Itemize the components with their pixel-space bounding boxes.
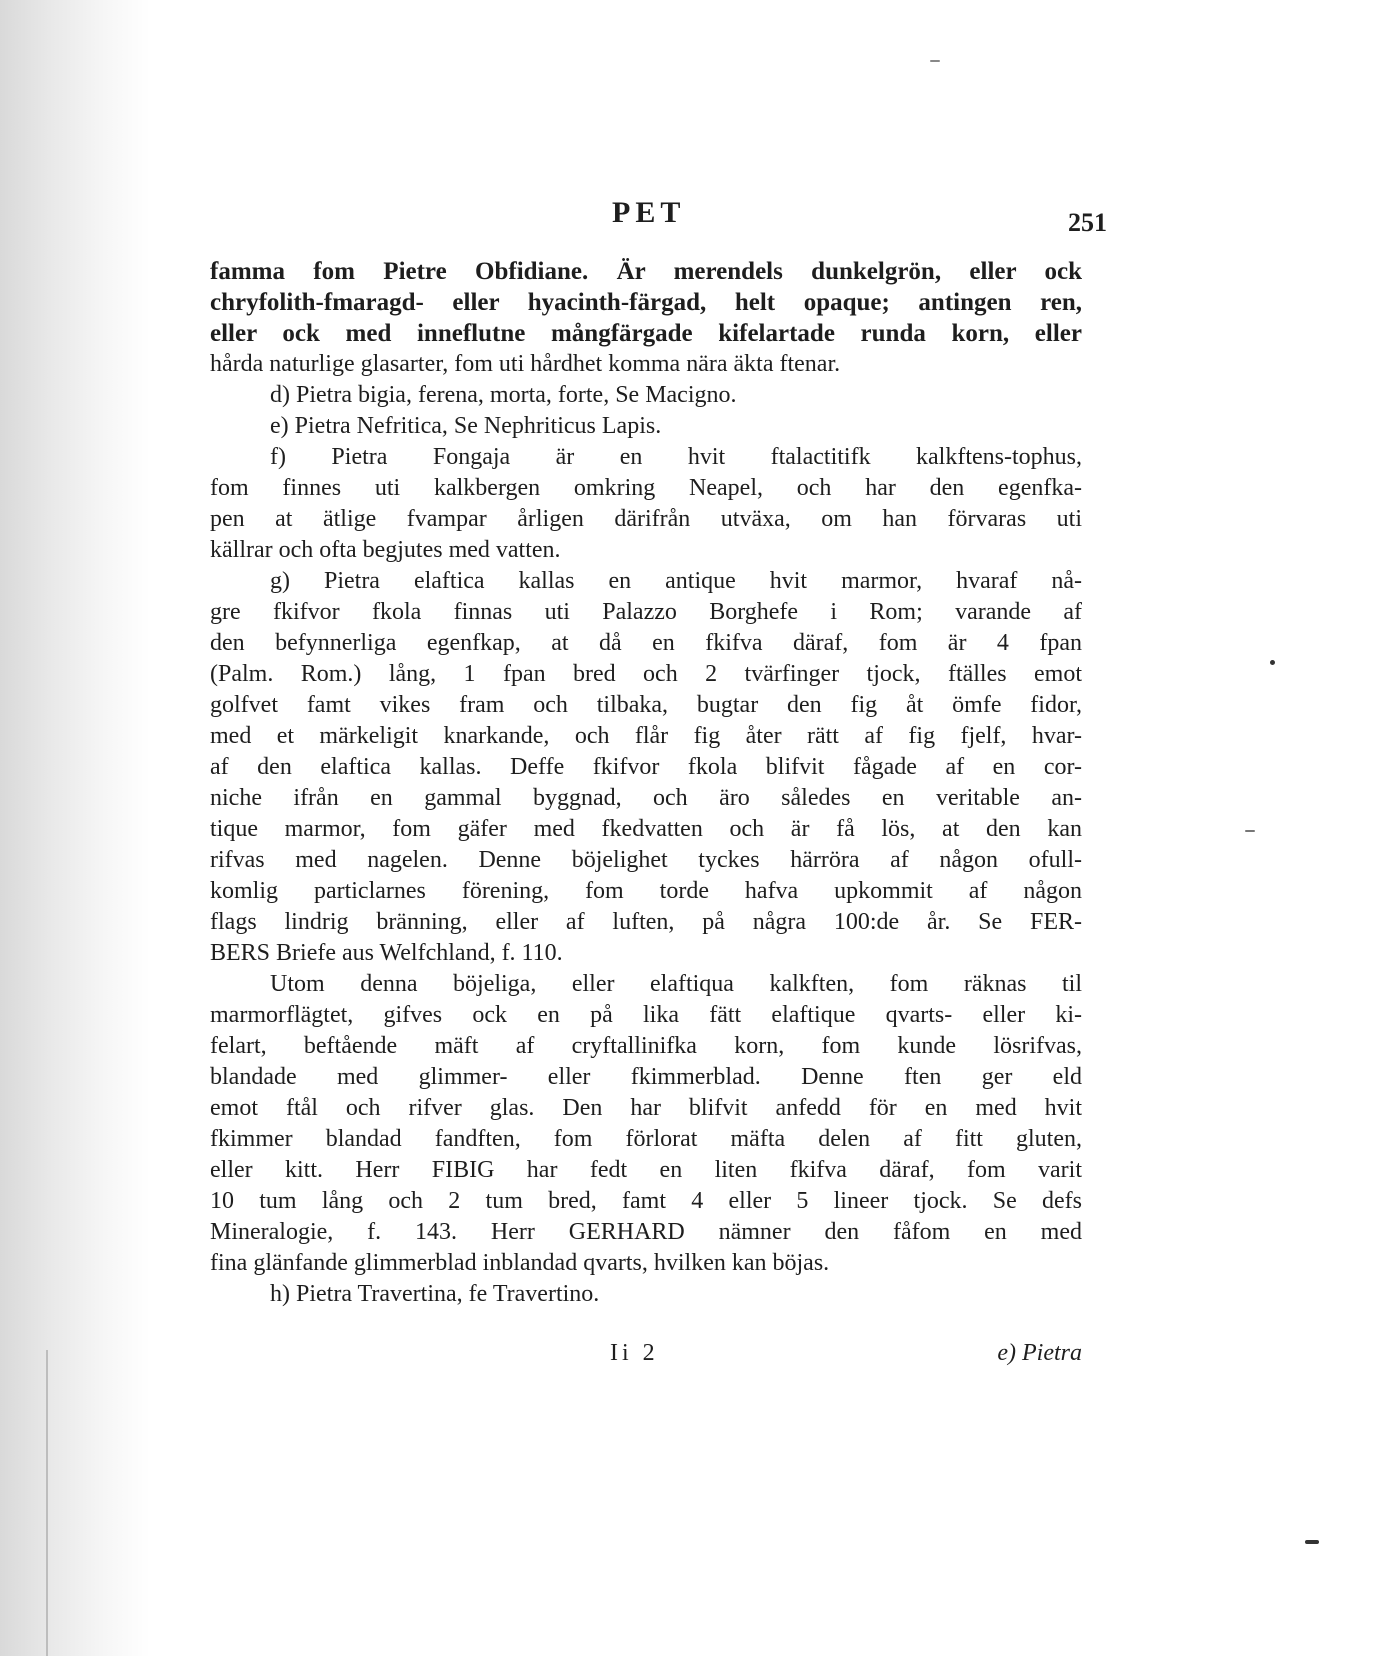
text-line: gre fkifvor fkola finnas uti Palazzo Borghefe i Rom; varande af (210, 599, 1082, 625)
text-line: emot ftål och rifver glas. Den har blifvit anfedd för en med hvit (210, 1095, 1082, 1121)
text-line: e) Pietra Nefritica, Se Nephriticus Lapis. (270, 413, 662, 439)
signature-mark: Ii 2 (610, 1340, 659, 1366)
text-line: källrar och ofta begjutes med vatten. (210, 537, 561, 563)
text-line: h) Pietra Travertina, fe Travertino. (270, 1281, 600, 1307)
text-line: tique marmor, fom gäfer med fkedvatten och är få lös, at den kan (210, 816, 1082, 842)
gutter-shadow (0, 0, 150, 1656)
text-line: rifvas med nagelen. Denne böjelighet tyckes härröra af någon ofull- (210, 847, 1082, 873)
text-line: niche ifrån en gammal byggnad, och äro således en veritable an- (210, 785, 1082, 811)
text-line: komlig particlarnes förening, fom torde hafva upkommit af någon (210, 878, 1082, 904)
page-number: 251 (1068, 208, 1107, 237)
text-line: BERS Briefe aus Welfchland, f. 110. (210, 940, 563, 966)
text-line: af den elaftica kallas. Deffe fkifvor fkola blifvit fågade af en cor- (210, 754, 1082, 780)
catchword: e) Pietra (997, 1340, 1082, 1366)
text-line: med et märkeligit knarkande, och flår fig åter rätt af fig fjelf, hvar- (210, 723, 1082, 749)
text-line: eller kitt. Herr FIBIG har fedt en liten fkifva däraf, fom varit (210, 1157, 1082, 1183)
text-line: felart, beftående mäft af cryftallinifka korn, fom kunde lösrifvas, (210, 1033, 1082, 1059)
text-line: fina glänfande glimmerblad inblandad qvarts, hvilken kan böjas. (210, 1250, 830, 1276)
text-line: 10 tum lång och 2 tum bred, famt 4 eller 5 lineer tjock. Se defs (210, 1188, 1082, 1214)
text-line: d) Pietra bigia, ferena, morta, forte, Se Macigno. (270, 382, 737, 408)
text-line: (Palm. Rom.) lång, 1 fpan bred och 2 tvärfinger tjock, ftälles emot (210, 661, 1082, 687)
text-line: chryfolith-fmaragd- eller hyacinth-färgad, helt opaque; antingen ren, (210, 289, 1082, 316)
text-line: pen at ätlige fvampar årligen därifrån utväxa, om han förvaras uti (210, 506, 1082, 532)
text-line: famma fom Pietre Obfidiane. Är merendels dunkelgrön, eller ock (210, 258, 1082, 285)
text-line: blandade med glimmer- eller fkimmerblad. Denne ften ger eld (210, 1064, 1082, 1090)
scan-speck (1305, 1540, 1319, 1544)
text-line: golfvet famt vikes fram och tilbaka, bugtar den fig åt ömfe fidor, (210, 692, 1082, 718)
body-text (210, 256, 1082, 1310)
text-line: flags lindrig bränning, eller af luften, på några 100:de år. Se FER- (210, 909, 1082, 935)
page-footer (210, 1340, 1082, 1374)
text-line: g) Pietra elaftica kallas en antique hvit marmor, hvaraf nå- (270, 568, 1082, 594)
running-head: PET (612, 196, 686, 229)
scan-speck (1270, 660, 1275, 665)
text-line: fom finnes uti kalkbergen omkring Neapel, och har den egenfka- (210, 475, 1082, 501)
scan-speck (1245, 830, 1255, 832)
text-line: eller ock med inneflutne mångfärgade kifelartade runda korn, eller (210, 320, 1082, 347)
text-line: Utom denna böjeliga, eller elaftiqua kalkften, fom räknas til (270, 971, 1082, 997)
text-line: fkimmer blandad fandften, fom förlorat mäfta delen af fitt gluten, (210, 1126, 1082, 1152)
page-edge-line (46, 1350, 48, 1656)
text-line: f) Pietra Fongaja är en hvit ftalactitifk kalkftens-tophus, (270, 444, 1082, 470)
text-line: Mineralogie, f. 143. Herr GERHARD nämner den fåfom en med (210, 1219, 1082, 1245)
text-line: marmorflägtet, gifves ock en på lika fätt elaftique qvarts- eller ki- (210, 1002, 1082, 1028)
text-line: hårda naturlige glasarter, fom uti hårdhet komma nära äkta ftenar. (210, 351, 841, 377)
text-line: den befynnerliga egenfkap, at då en fkifva däraf, fom är 4 fpan (210, 630, 1082, 656)
scan-speck (930, 60, 940, 62)
